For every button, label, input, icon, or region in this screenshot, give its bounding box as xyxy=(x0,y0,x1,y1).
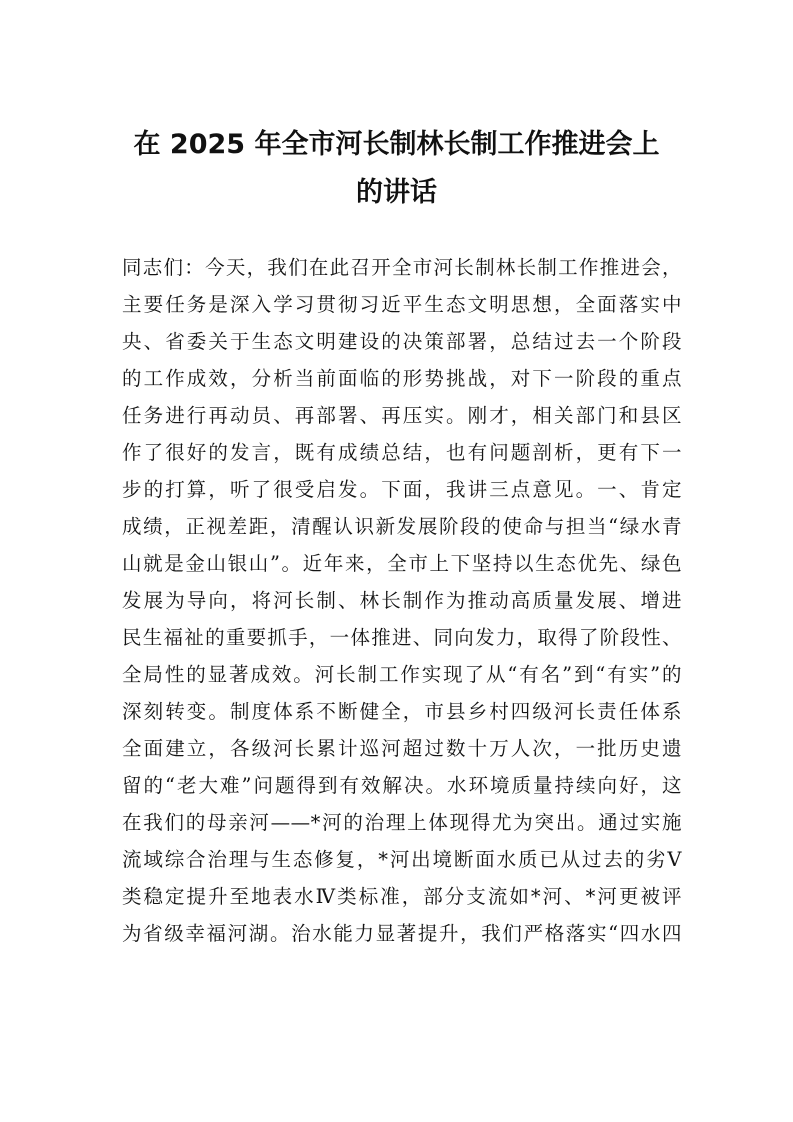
body-line: 深刻转变。制度体系不断健全，市县乡村四级河长责任体系 xyxy=(122,700,682,723)
body-line: 全面建立，各级河长累计巡河超过数十万人次，一批历史遗 xyxy=(122,737,682,760)
body-line: 主要任务是深入学习贯彻习近平生态文明思想，全面落实中 xyxy=(122,293,682,316)
body-line: 步的打算，听了很受启发。下面，我讲三点意见。一、肯定 xyxy=(122,478,682,501)
body-line: 类稳定提升至地表水Ⅳ类标准，部分支流如*河、*河更被评 xyxy=(122,885,682,908)
body-line: 作了很好的发言，既有成绩总结，也有问题剖析，更有下一 xyxy=(122,441,682,464)
body-line: 在我们的母亲河——*河的治理上体现得尤为突出。通过实施 xyxy=(122,811,682,834)
body-line: 央、省委关于生态文明建设的决策部署，总结过去一个阶段 xyxy=(122,330,682,353)
body-line: 山就是金山银山”。近年来，全市上下坚持以生态优先、绿色 xyxy=(122,552,682,575)
body-line: 任务进行再动员、再部署、再压实。刚才，相关部门和县区 xyxy=(122,404,682,427)
document-title-line-2: 的讲话 xyxy=(356,177,437,208)
body-line: 留的“老大难”问题得到有效解决。水环境质量持续向好，这 xyxy=(122,774,682,797)
body-line: 为省级幸福河湖。治水能力显著提升，我们严格落实“四水四 xyxy=(122,922,682,945)
body-line: 同志们：今天，我们在此召开全市河长制林长制工作推进会， xyxy=(122,256,682,279)
body-line: 民生福祉的重要抓手，一体推进、同向发力，取得了阶段性、 xyxy=(122,626,682,649)
body-line: 流域综合治理与生态修复，*河出境断面水质已从过去的劣Ⅴ xyxy=(122,848,682,871)
body-line: 成绩，正视差距，清醒认识新发展阶段的使命与担当“绿水青 xyxy=(122,515,682,538)
document-title-line-1: 在 2025 年全市河长制林长制工作推进会上 xyxy=(133,129,660,160)
body-line: 的工作成效，分析当前面临的形势挑战，对下一阶段的重点 xyxy=(122,367,682,390)
body-line: 全局性的显著成效。河长制工作实现了从“有名”到“有实”的 xyxy=(122,663,682,686)
body-line: 发展为导向，将河长制、林长制作为推动高质量发展、增进 xyxy=(122,589,682,612)
